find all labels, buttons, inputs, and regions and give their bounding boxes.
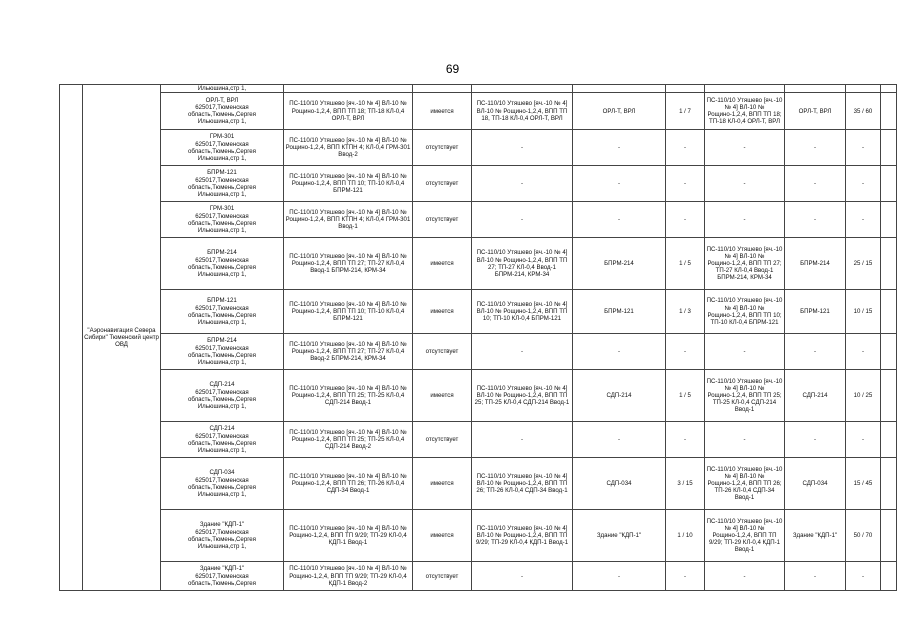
index-cell bbox=[60, 85, 83, 591]
connection-cell: ПС-110/10 Утяшево [яч.-10 № 4] ВЛ-10 № Рощино-1,2,4, ВПП ТП 10; ТП-10 КЛ-0,4 БПРМ-121 bbox=[472, 290, 573, 334]
address-line: область,Тюмень,Сергея bbox=[188, 483, 256, 491]
object-name: БПРМ-214 bbox=[207, 249, 237, 257]
address-line: область,Тюмень,Сергея bbox=[188, 579, 256, 587]
empty-cell bbox=[881, 370, 897, 422]
empty-cell bbox=[881, 458, 897, 510]
address-cell bbox=[161, 238, 284, 290]
table-row bbox=[60, 166, 897, 202]
object-cell: - bbox=[573, 130, 666, 166]
address-line: Ильюшина,стр 1, bbox=[197, 318, 247, 326]
supply-cell: ПС-110/10 Утяшево [яч.-10 № 4] ВЛ-10 № Рощино-1,2,4, ВПП ТП 10; ТП-10 КЛ-0,4 БПРМ-121 bbox=[284, 290, 413, 334]
supply-cell: ПС-110/10 Утяшево [яч.-10 № 4] ВЛ-10 № Рощино-1,2,4, ВПП КТПН 4; КЛ-0,4 ГРМ-301 Ввод-2 bbox=[284, 130, 413, 166]
supply-cell: ПС-110/10 Утяшево [яч.-10 № 4] ВЛ-10 № Рощино-1,2,4, ВПП ТП 27; ТП-27 КЛ-0,4 Ввод-2 БПРМ-214, КРМ-34 bbox=[284, 334, 413, 370]
object2-cell: СДП-214 bbox=[785, 370, 846, 422]
address-line: 625017,Тюменская bbox=[195, 528, 249, 536]
ratio2-cell: 15 / 45 bbox=[846, 458, 881, 510]
connection2-cell: ПС-110/10 Утяшево [яч.-10 № 4] ВЛ-10 № Рощино-1,2,4, ВПП ТП 26; ТП-26 КЛ-0,4 СДП-34 Ввод-1 bbox=[705, 458, 785, 510]
ratio-cell: - bbox=[666, 422, 705, 458]
object2-cell: - bbox=[785, 422, 846, 458]
object-name: БПРМ-121 bbox=[207, 169, 237, 177]
object2-cell: БПРМ-214 bbox=[785, 238, 846, 290]
object2-cell: - bbox=[785, 562, 846, 591]
supply-cell: ПС-110/10 Утяшево [яч.-10 № 4] ВЛ-10 № Рощино-1,2,4, ВПП ТП 9/29; ТП-29 КЛ-0,4 КДП-1 Ввод-1 bbox=[284, 510, 413, 562]
ratio-cell: - bbox=[666, 562, 705, 591]
table-row bbox=[60, 510, 897, 562]
ratio-cell: - bbox=[666, 202, 705, 238]
ratio-cell: 1 / 7 bbox=[666, 93, 705, 130]
object-cell: - bbox=[573, 334, 666, 370]
status-cell: имеется bbox=[413, 458, 472, 510]
connection-cell: - bbox=[472, 422, 573, 458]
status-cell: имеется bbox=[413, 370, 472, 422]
empty-cell bbox=[881, 93, 897, 130]
connection-cell: ПС-110/10 Утяшево [яч.-10 № 4] ВЛ-10 № Рощино-1,2,4, ВПП ТП 9/29; ТП-29 КЛ-0,4 КДП-1 Ввод-1 bbox=[472, 510, 573, 562]
connection-cell: - bbox=[472, 562, 573, 591]
address-line: 625017,Тюменская bbox=[195, 176, 249, 184]
object-cell: Здание "КДП-1" bbox=[573, 510, 666, 562]
address-line: Ильюшина,стр 1, bbox=[197, 446, 247, 454]
ratio2-cell: 25 / 15 bbox=[846, 238, 881, 290]
empty-cell bbox=[881, 238, 897, 290]
object-name: БПРМ-121 bbox=[207, 297, 237, 305]
supply-cell: ПС-110/10 Утяшево [яч.-10 № 4] ВЛ-10 № Рощино-1,2,4, ВПП ТП 26; ТП-26 КЛ-0,4 СДП-34 Ввод-1 bbox=[284, 458, 413, 510]
status-cell: имеется bbox=[413, 93, 472, 130]
address-line: Ильюшина,стр 1, bbox=[197, 190, 247, 198]
address-cell bbox=[161, 130, 284, 166]
table-row bbox=[60, 85, 897, 93]
object2-cell: - bbox=[785, 334, 846, 370]
ratio2-cell: 10 / 25 bbox=[846, 370, 881, 422]
object-name: ОРЛ-Т, ВРЛ bbox=[205, 96, 239, 104]
object-cell: СДП-034 bbox=[573, 458, 666, 510]
empty-cell bbox=[881, 202, 897, 238]
object-cell: - bbox=[573, 562, 666, 591]
empty-cell bbox=[881, 562, 897, 591]
address-cell bbox=[161, 166, 284, 202]
connection-cell: ПС-110/10 Утяшево [яч.-10 № 4] ВЛ-10 № Рощино-1,2,4, ВПП ТП 27; ТП-27 КЛ-0,4 Ввод-1 БПРМ-214, КРМ-34 bbox=[472, 238, 573, 290]
empty-cell bbox=[881, 166, 897, 202]
address-line: область,Тюмень,Сергея bbox=[188, 535, 256, 543]
address-line: Ильюшина,стр 1, bbox=[197, 402, 247, 410]
supply-cell: ПС-110/10 Утяшево [яч.-10 № 4] ВЛ-10 № Рощино-1,2,4, ВПП ТП 10; ТП-10 КЛ-0,4 БПРМ-121 bbox=[284, 166, 413, 202]
table-row bbox=[60, 93, 897, 130]
address-cell bbox=[161, 370, 284, 422]
status-cell: отсутствует bbox=[413, 166, 472, 202]
connection-cell: - bbox=[472, 334, 573, 370]
ratio-cell: 1 / 3 bbox=[666, 290, 705, 334]
address-line: Ильюшина,стр 1, bbox=[197, 490, 247, 498]
ratio-cell: 3 / 15 bbox=[666, 458, 705, 510]
object-name: Здание "КДП-1" bbox=[199, 521, 245, 529]
object-name: СДП-034 bbox=[209, 469, 235, 477]
supply-cell: ПС-110/10 Утяшево [яч.-10 № 4] ВЛ-10 № Рощино-1,2,4, ВПП ТП 25; ТП-25 КЛ-0,4 СДП-214 Ввод-2 bbox=[284, 422, 413, 458]
status-cell: отсутствует bbox=[413, 562, 472, 591]
table-row bbox=[60, 238, 897, 290]
address-line: область,Тюмень,Сергея bbox=[188, 111, 256, 119]
connection2-cell: ПС-110/10 Утяшево [яч.-10 № 4] ВЛ-10 № Рощино-1,2,4, ВПП ТП 10; ТП-10 КЛ-0,4 БПРМ-121 bbox=[705, 290, 785, 334]
ratio-cell: - bbox=[666, 166, 705, 202]
address-line: Ильюшина,стр 1, bbox=[197, 226, 247, 234]
empty-cell bbox=[881, 290, 897, 334]
ratio-cell: 1 / 5 bbox=[666, 238, 705, 290]
address-line: 625017,Тюменская bbox=[195, 344, 249, 352]
status-cell: отсутствует bbox=[413, 334, 472, 370]
connection2-cell: - bbox=[705, 202, 785, 238]
object-cell: - bbox=[573, 166, 666, 202]
connection2-cell: ПС-110/10 Утяшево [яч.-10 № 4] ВЛ-10 № Рощино-1,2,4, ВПП ТП 18; ТП-18 КЛ-0,4 ОРЛ-Т, ВРЛ bbox=[705, 93, 785, 130]
object2-cell: Здание "КДП-1" bbox=[785, 510, 846, 562]
object-name: ГРМ-301 bbox=[209, 205, 235, 213]
ratio2-cell: - bbox=[846, 166, 881, 202]
object-cell: - bbox=[573, 422, 666, 458]
address-line: область,Тюмень,Сергея bbox=[188, 439, 256, 447]
address-line: 625017,Тюменская bbox=[195, 432, 249, 440]
ratio-cell: 1 / 5 bbox=[666, 370, 705, 422]
address-line: 625017,Тюменская bbox=[195, 256, 249, 264]
address-line: область,Тюмень,Сергея bbox=[188, 263, 256, 271]
address-line: область,Тюмень,Сергея bbox=[188, 219, 256, 227]
connection2-cell: ПС-110/10 Утяшево [яч.-10 № 4] ВЛ-10 № Рощино-1,2,4, ВПП ТП 25; ТП-25 КЛ-0,4 СДП-214 Ввод-1 bbox=[705, 370, 785, 422]
ratio-cell: - bbox=[666, 130, 705, 166]
connection2-cell: - bbox=[705, 130, 785, 166]
object2-cell: - bbox=[785, 130, 846, 166]
page-number: 69 bbox=[445, 62, 460, 76]
address-line: 625017,Тюменская bbox=[195, 140, 249, 148]
table-body bbox=[60, 85, 897, 591]
address-cell: Ильюшина,стр 1, bbox=[161, 85, 284, 93]
ratio2-cell: - bbox=[846, 334, 881, 370]
ratio2-cell: 10 / 15 bbox=[846, 290, 881, 334]
supply-cell: ПС-110/10 Утяшево [яч.-10 № 4] ВЛ-10 № Рощино-1,2,4, ВПП ТП 27; ТП-27 КЛ-0,4 Ввод-1 БПРМ-214, КРМ-34 bbox=[284, 238, 413, 290]
table-row bbox=[60, 458, 897, 510]
connection2-cell: - bbox=[705, 334, 785, 370]
address-line: Ильюшина,стр 1, bbox=[197, 358, 247, 366]
connection-cell: ПС-110/10 Утяшево [яч.-10 № 4] ВЛ-10 № Рощино-1,2,4, ВПП ТП 26; ТП-26 КЛ-0,4 СДП-34 Ввод-1 bbox=[472, 458, 573, 510]
ratio2-cell: - bbox=[846, 422, 881, 458]
address-cell bbox=[161, 202, 284, 238]
object2-cell: - bbox=[785, 166, 846, 202]
connection2-cell: - bbox=[705, 422, 785, 458]
address-line: Ильюшина,стр 1, bbox=[197, 154, 247, 162]
object2-cell: СДП-034 bbox=[785, 458, 846, 510]
address-line: 625017,Тюменская bbox=[195, 304, 249, 312]
address-line: Ильюшина,стр 1, bbox=[197, 118, 247, 126]
ratio2-cell: 50 / 70 bbox=[846, 510, 881, 562]
connection2-cell: ПС-110/10 Утяшево [яч.-10 № 4] ВЛ-10 № Рощино-1,2,4, ВПП ТП 9/29; ТП-29 КЛ-0,4 КДП-1 Ввод-1 bbox=[705, 510, 785, 562]
object-name: Здание "КДП-1" bbox=[199, 565, 245, 573]
connection2-cell: - bbox=[705, 166, 785, 202]
table-row bbox=[60, 422, 897, 458]
supply-cell: ПС-110/10 Утяшево [яч.-10 № 4] ВЛ-10 № Рощино-1,2,4, ВПП ТП 9/29; ТП-29 КЛ-0,4 КДП-1 Ввод-2 bbox=[284, 562, 413, 591]
empty-cell bbox=[881, 130, 897, 166]
connection-cell: - bbox=[472, 130, 573, 166]
address-line: область,Тюмень,Сергея bbox=[188, 183, 256, 191]
object-name: СДП-214 bbox=[209, 381, 235, 389]
object-cell: - bbox=[573, 202, 666, 238]
ratio-cell: 1 / 10 bbox=[666, 510, 705, 562]
empty-cell bbox=[881, 510, 897, 562]
address-cell bbox=[161, 458, 284, 510]
address-line: Ильюшина,стр 1, bbox=[197, 542, 247, 550]
address-line: область,Тюмень,Сергея bbox=[188, 395, 256, 403]
table-row bbox=[60, 370, 897, 422]
address-cell bbox=[161, 334, 284, 370]
address-line: область,Тюмень,Сергея bbox=[188, 351, 256, 359]
connection-cell: ПС-110/10 Утяшево [яч.-10 № 4] ВЛ-10 № Рощино-1,2,4, ВПП ТП 25; ТП-25 КЛ-0,4 СДП-214 Ввод-1 bbox=[472, 370, 573, 422]
object2-cell: ОРЛ-Т, ВРЛ bbox=[785, 93, 846, 130]
supply-cell: ПС-110/10 Утяшево [яч.-10 № 4] ВЛ-10 № Рощино-1,2,4, ВПП ТП 18; ТП-18 КЛ-0,4 ОРЛ-Т, ВРЛ bbox=[284, 93, 413, 130]
connection2-cell: ПС-110/10 Утяшево [яч.-10 № 4] ВЛ-10 № Рощино-1,2,4, ВПП ТП 27; ТП-27 КЛ-0,4 Ввод-1 БПРМ-214, КРМ-34 bbox=[705, 238, 785, 290]
supply-cell: ПС-110/10 Утяшево [яч.-10 № 4] ВЛ-10 № Рощино-1,2,4, ВПП ТП 25; ТП-25 КЛ-0,4 СДП-214 Ввод-1 bbox=[284, 370, 413, 422]
address-line: Ильюшина,стр 1, bbox=[197, 270, 247, 278]
status-cell: отсутствует bbox=[413, 422, 472, 458]
address-line: 625017,Тюменская bbox=[195, 476, 249, 484]
connection-cell: ПС-110/10 Утяшево [яч.-10 № 4] ВЛ-10 № Рощино-1,2,4, ВПП ТП 18, ТП-18 КЛ-0,4 ОРЛ-Т, ВРЛ bbox=[472, 93, 573, 130]
ratio2-cell: 35 / 60 bbox=[846, 93, 881, 130]
address-cell bbox=[161, 510, 284, 562]
status-cell: имеется bbox=[413, 510, 472, 562]
object2-cell: БПРМ-121 bbox=[785, 290, 846, 334]
status-cell: имеется bbox=[413, 290, 472, 334]
table-row bbox=[60, 202, 897, 238]
empty-cell bbox=[881, 334, 897, 370]
status-cell: отсутствует bbox=[413, 202, 472, 238]
address-line: 625017,Тюменская bbox=[195, 572, 249, 580]
address-line: 625017,Тюменская bbox=[195, 212, 249, 220]
address-line: область,Тюмень,Сергея bbox=[188, 311, 256, 319]
table-row bbox=[60, 334, 897, 370]
status-cell: отсутствует bbox=[413, 130, 472, 166]
address-cell bbox=[161, 93, 284, 130]
ratio2-cell: - bbox=[846, 130, 881, 166]
object-cell: ОРЛ-Т, ВРЛ bbox=[573, 93, 666, 130]
object-cell: БПРМ-214 bbox=[573, 238, 666, 290]
object-cell: СДП-214 bbox=[573, 370, 666, 422]
supply-cell: ПС-110/10 Утяшево [яч.-10 № 4] ВЛ-10 № Рощино-1,2,4, ВПП КТПН 4; КЛ-0,4 ГРМ-301 Ввод-1 bbox=[284, 202, 413, 238]
table-row bbox=[60, 290, 897, 334]
connection2-cell: - bbox=[705, 562, 785, 591]
connection-cell: - bbox=[472, 202, 573, 238]
address-cell bbox=[161, 562, 284, 591]
ratio2-cell: - bbox=[846, 562, 881, 591]
address-cell bbox=[161, 422, 284, 458]
object-name: ГРМ-301 bbox=[209, 133, 235, 141]
address-line: 625017,Тюменская bbox=[195, 104, 249, 111]
address-line: область,Тюмень,Сергея bbox=[188, 147, 256, 155]
empty-cell bbox=[881, 422, 897, 458]
org-cell: "Аэронавигация Севера Сибири" Тюменский центр ОВД bbox=[83, 85, 161, 591]
object-name: БПРМ-214 bbox=[207, 337, 237, 345]
address-line: 625017,Тюменская bbox=[195, 388, 249, 396]
connection-table bbox=[59, 84, 897, 591]
status-cell: имеется bbox=[413, 238, 472, 290]
object-cell: БПРМ-121 bbox=[573, 290, 666, 334]
connection-cell: - bbox=[472, 166, 573, 202]
table-row bbox=[60, 562, 897, 591]
object-name: СДП-214 bbox=[209, 425, 235, 433]
table-row bbox=[60, 130, 897, 166]
address-cell bbox=[161, 290, 284, 334]
ratio-cell: - bbox=[666, 334, 705, 370]
object2-cell: - bbox=[785, 202, 846, 238]
ratio2-cell: - bbox=[846, 202, 881, 238]
